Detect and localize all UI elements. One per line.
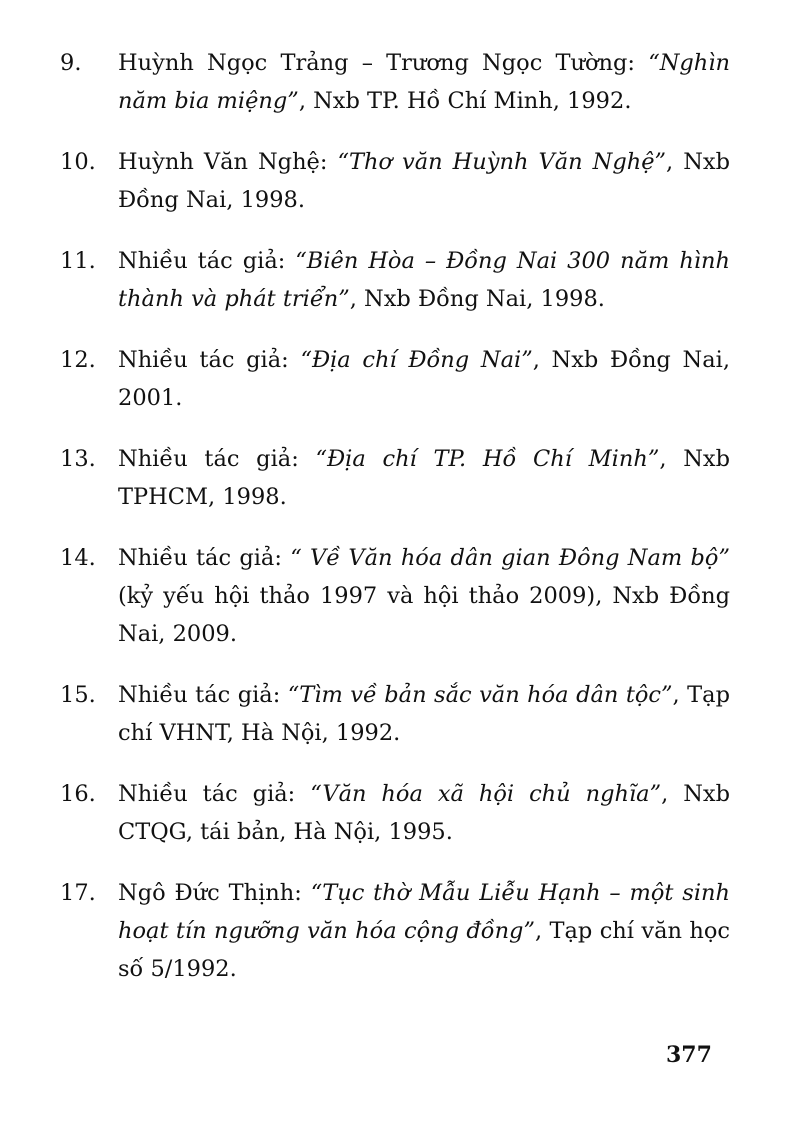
reference-title: “Thơ văn Huỳnh Văn Nghệ” — [337, 149, 667, 175]
reference-publisher: , Nxb CTQG, tái bản, Hà Nội, 1995. — [118, 781, 730, 845]
reference-number: 13. — [60, 446, 96, 472]
reference-number: 14. — [60, 545, 96, 571]
reference-publisher: , Tạp chí VHNT, Hà Nội, 1992. — [118, 682, 730, 746]
reference-title: “Nghìn năm bia miệng” — [118, 50, 730, 114]
reference-author: Huỳnh Văn Nghệ: — [118, 149, 338, 175]
reference-title: “Địa chí TP. Hồ Chí Minh” — [315, 446, 660, 472]
reference-number: 9. — [60, 50, 82, 76]
reference-title: “Biên Hòa – Đồng Nai 300 năm hình thành và phát triển” — [118, 248, 730, 312]
page-number: 377 — [666, 1042, 712, 1068]
reference-item — [60, 874, 730, 988]
reference-title: “Tìm về bản sắc văn hóa dân tộc” — [287, 682, 673, 708]
reference-item — [60, 341, 730, 417]
reference-title: “Tục thờ Mẫu Liễu Hạnh – một sinh hoạt tín ngưỡng văn hóa cộng đồng” — [118, 880, 730, 944]
reference-item — [60, 242, 730, 318]
reference-item — [60, 775, 730, 851]
reference-number: 15. — [60, 682, 96, 708]
reference-number: 12. — [60, 347, 96, 373]
reference-publisher: , Nxb Đồng Nai, 2001. — [118, 347, 730, 411]
reference-publisher: , Nxb TP. Hồ Chí Minh, 1992. — [298, 88, 632, 114]
reference-author: Nhiều tác giả: — [118, 682, 288, 708]
reference-title: “Văn hóa xã hội chủ nghĩa” — [310, 781, 662, 807]
reference-title: “ Về Văn hóa dân gian Đông Nam bộ” — [290, 545, 730, 571]
reference-item — [60, 143, 730, 219]
reference-number: 16. — [60, 781, 96, 807]
reference-list — [60, 44, 730, 1011]
reference-author: Nhiều tác giả: — [118, 347, 301, 373]
reference-author: Nhiều tác giả: — [118, 545, 291, 571]
reference-publisher: , Nxb Đồng Nai, 1998. — [118, 149, 730, 213]
reference-number: 10. — [60, 149, 96, 175]
reference-publisher: (kỷ yếu hội thảo 1997 và hội thảo 2009), Nxb Đồng Nai, 2009. — [118, 583, 730, 647]
reference-author: Huỳnh Ngọc Trảng – Trương Ngọc Tường: — [118, 50, 649, 76]
reference-author: Ngô Đức Thịnh: — [118, 880, 311, 906]
reference-number: 11. — [60, 248, 96, 274]
reference-number: 17. — [60, 880, 96, 906]
reference-item — [60, 676, 730, 752]
reference-author: Nhiều tác giả: — [118, 248, 296, 274]
reference-publisher: , Nxb Đồng Nai, 1998. — [349, 286, 605, 312]
reference-title: “Địa chí Đồng Nai” — [300, 347, 533, 373]
reference-publisher: , Nxb TPHCM, 1998. — [118, 446, 730, 510]
reference-publisher: , Tạp chí văn học số 5/1992. — [118, 918, 730, 982]
reference-item — [60, 440, 730, 516]
reference-author: Nhiều tác giả: — [118, 781, 311, 807]
reference-item — [60, 539, 730, 653]
reference-author: Nhiều tác giả: — [118, 446, 316, 472]
reference-item — [60, 44, 730, 120]
